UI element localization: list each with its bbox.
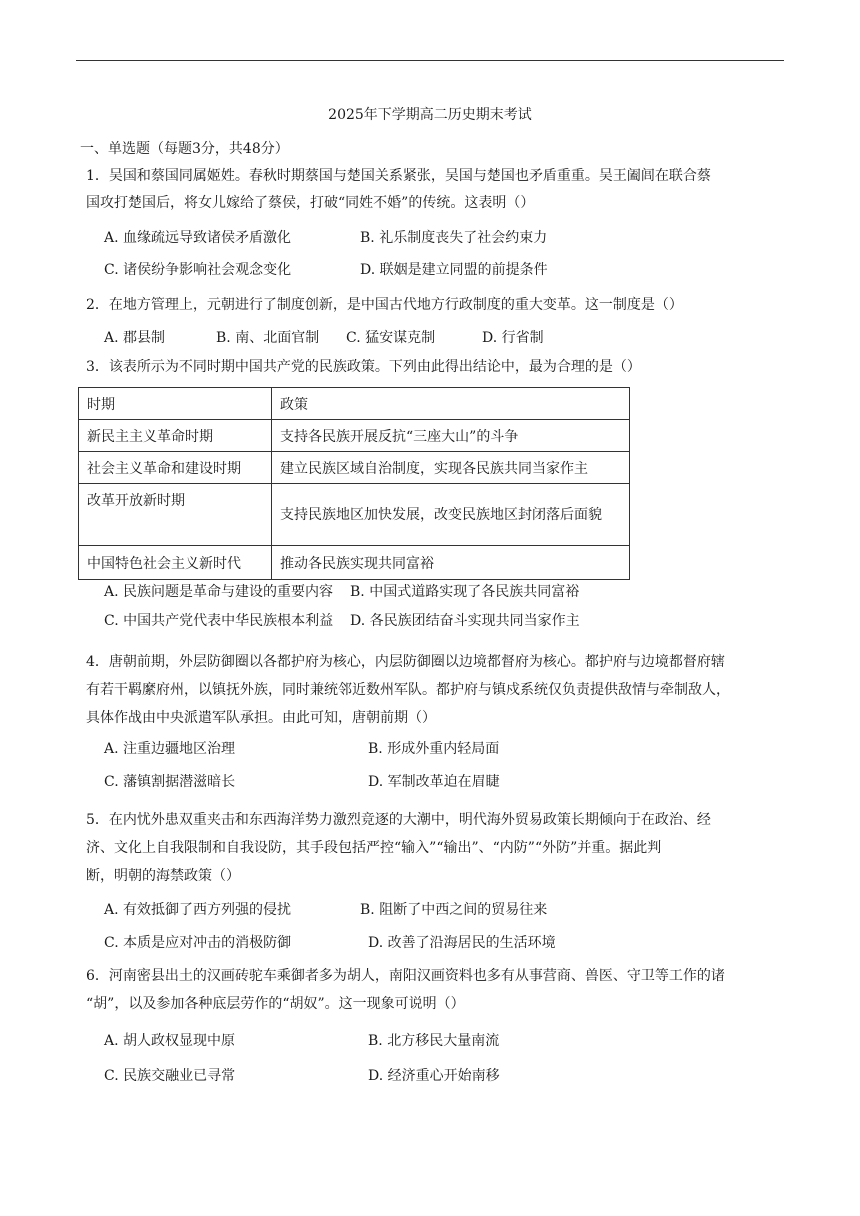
stem-line: 2．在地方管理上，元朝进行了制度创新，是中国古代地方行政制度的重大变革。这一制度是（）	[86, 297, 683, 313]
option-a: A. 郡县制	[104, 330, 166, 346]
stem-line: 4．唐朝前期，外层防御圈以各都护府为核心，内层防御圈以边境都督府为核心。都护府与边境都督府辖	[86, 654, 725, 670]
option-b: B. 中国式道路实现了各民族共同富裕	[350, 584, 580, 600]
option-d: D. 军制改革迫在眉睫	[368, 774, 500, 790]
section-heading: 一、单选题（每题3分，共48分）	[80, 141, 289, 157]
question-5	[86, 806, 786, 890]
stem-line: 具体作战由中央派遣军队承担。由此可知，唐朝前期（）	[86, 710, 436, 726]
question-2	[86, 292, 786, 319]
table-row	[79, 452, 630, 484]
option-d: D. 改善了沿海居民的生活环境	[368, 935, 556, 951]
option-b: B. 形成外重内轻局面	[368, 741, 500, 757]
table-row	[79, 484, 630, 546]
option-c: C. 中国共产党代表中华民族根本利益	[104, 613, 334, 629]
table-header: 政策	[272, 388, 630, 420]
table-cell: 支持各民族开展反抗“三座大山”的斗争	[272, 420, 630, 452]
policy-table	[78, 387, 630, 580]
option-b: B. 南、北面官制	[216, 330, 320, 346]
table-header: 时期	[79, 388, 272, 420]
option-a: A. 胡人政权显现中原	[104, 1033, 236, 1049]
table-cell: 社会主义革命和建设时期	[79, 452, 272, 484]
option-d: D. 经济重心开始南移	[368, 1068, 500, 1084]
table-header-row	[79, 388, 630, 420]
stem-line: 6．河南密县出土的汉画砖驼车乘御者多为胡人，南阳汉画资料也多有从事营商、兽医、守卫等工作的诸	[86, 968, 725, 984]
option-b: B. 北方移民大量南流	[368, 1033, 500, 1049]
option-d: D. 联姻是建立同盟的前提条件	[360, 262, 548, 278]
stem-line: 有若干羁縻府州，以镇抚外族，同时兼统邻近数州军队。都护府与镇戍系统仅负责提供敌情与牵制敌人，	[86, 682, 730, 698]
table-cell: 支持民族地区加快发展，改变民族地区封闭落后面貌	[272, 484, 630, 546]
option-a: A. 有效抵御了西方列强的侵扰	[104, 902, 292, 918]
option-a: A. 民族问题是革命与建设的重要内容	[104, 584, 334, 600]
option-b: B. 礼乐制度丧失了社会约束力	[360, 230, 548, 246]
option-c: C. 诸侯纷争影响社会观念变化	[104, 262, 292, 278]
option-c: C. 民族交融业已寻常	[104, 1068, 236, 1084]
question-6	[86, 962, 786, 1018]
exam-title: 2025年下学期高二历史期末考试	[328, 107, 532, 123]
table-cell: 推动各民族实现共同富裕	[272, 546, 630, 580]
header-rule	[76, 60, 784, 61]
table-row	[79, 420, 630, 452]
table-cell: 中国特色社会主义新时代	[79, 546, 272, 580]
stem-line: 1．吴国和蔡国同属姬姓。春秋时期蔡国与楚国关系紧张，吴国与楚国也矛盾重重。吴王阖闾在联合蔡	[86, 168, 711, 184]
table-cell: 改革开放新时期	[79, 484, 272, 546]
table-cell: 新民主主义革命时期	[79, 420, 272, 452]
option-b: B. 阻断了中西之间的贸易往来	[360, 902, 548, 918]
option-c: C. 猛安谋克制	[346, 330, 436, 346]
option-d: D. 各民族团结奋斗实现共同当家作主	[350, 613, 580, 629]
stem-line: “胡”，以及参加各种底层劳作的“胡奴”。这一现象可说明（）	[86, 996, 465, 1012]
option-a: A. 注重边疆地区治理	[104, 741, 236, 757]
option-c: C. 本质是应对冲击的消极防御	[104, 935, 292, 951]
option-a: A. 血缘疏远导致诸侯矛盾激化	[104, 230, 292, 246]
stem-line: 5．在内忧外患双重夹击和东西海洋势力激烈竞逐的大潮中，明代海外贸易政策长期倾向于在政治、经	[86, 812, 711, 828]
question-3	[86, 354, 786, 381]
stem-line: 国攻打楚国后，将女儿嫁给了蔡侯，打破“同姓不婚”的传统。这表明（）	[86, 195, 535, 211]
table-cell: 建立民族区域自治制度，实现各民族共同当家作主	[272, 452, 630, 484]
table-row	[79, 546, 630, 580]
option-d: D. 行省制	[482, 330, 544, 346]
stem-line: 济、文化上自我限制和自我设防，其手段包括严控“输入”“输出”、“内防”“外防”并重。据此判	[86, 840, 662, 856]
stem-line: 断，明朝的海禁政策（）	[86, 868, 240, 884]
question-4	[86, 648, 786, 732]
question-1	[86, 163, 786, 217]
option-c: C. 藩镇割据潜滋暗长	[104, 774, 236, 790]
stem-line: 3．该表所示为不同时期中国共产党的民族政策。下列由此得出结论中，最为合理的是（）	[86, 359, 641, 375]
